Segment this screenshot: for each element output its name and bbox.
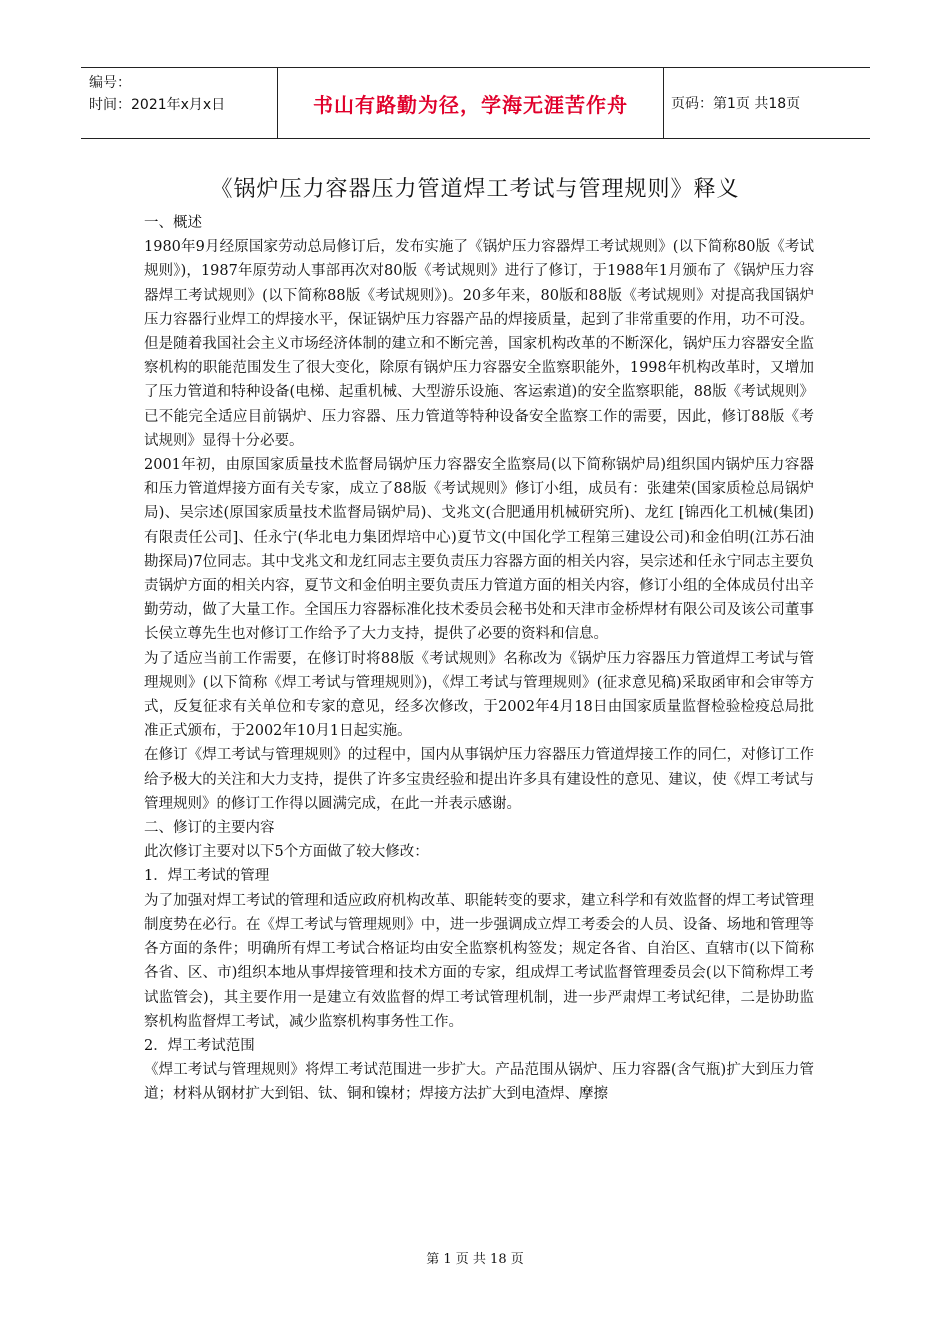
document-body	[144, 211, 814, 1107]
document-title: 《锅炉压力容器压力管道焊工考试与管理规则》释义	[210, 177, 740, 202]
header-motto: 书山有路勤为径，学海无涯苦作舟	[313, 92, 628, 117]
number-label: 编号：	[89, 75, 131, 91]
subsection-heading: 1．焊工考试的管理	[144, 868, 270, 885]
document-header	[81, 67, 870, 139]
header-page-number: 页码：第1页 共18页	[671, 96, 801, 112]
header-meta	[89, 72, 269, 116]
section-heading: 一、概述	[144, 215, 202, 231]
header-divider	[663, 68, 664, 138]
paragraph: 为了加强对焊工考试的管理和适应政府机构改革、职能转变的要求，建立科学和有效监督的焊工考试管理制度势在必行。在《焊工考试与管理规则》中，进一步强调成立焊工考委会的人员、设备、场地和管理等各方面的条件；明确所有焊工考试合格证均由安全监察机构签发；规定各省、自治区、直辖市(以下简称各省、区、市)组织本地从事焊接管理和技术方面的专家，组成焊工考试监督管理委员会(以下简称焊工考试监管会)，其主要作用一是建立有效监督的焊工考试管理机制，进一步严肃焊工考试纪律，二是协助监察机构监督焊工考试，减少监察机构事务性工作。	[144, 892, 814, 1030]
paragraph: 2001年初，由原国家质量技术监督局锅炉压力容器安全监察局(以下简称锅炉局)组织国内锅炉压力容器和压力管道焊接方面有关专家，成立了88版《考试规则》修订小组，成员有：张建荣(国家质检总局锅炉局)、吴宗述(原国家质量技术监督局锅炉局)、戈兆文(合肥通用机械研究所)、龙红 [锦西化工机械(集团)有限责任公司]、任永宁(华北电力集团焊培中心)夏节文(中国化学工程第三建设公司)和金伯明(江苏石油勘探局)7位同志。其中戈兆文和龙红同志主要负责压力容器方面的相关内容，吴宗述和任永宁同志主要负责锅炉方面的相关内容，夏节文和金伯明主要负责压力管道方面的相关内容，修订小组的全体成员付出辛勤劳动，做了大量工作。全国压力容器标准化技术委员会秘书处和天津市金桥焊材有限公司及该公司董事长侯立尊先生也对修订工作给予了大力支持，提供了必要的资料和信息。	[144, 457, 814, 643]
time-label: 时间：2021年x月x日	[89, 97, 226, 113]
page-footer: 第 1 页 共 18 页	[426, 1252, 524, 1267]
paragraph: 1980年9月经原国家劳动总局修订后，发布实施了《锅炉压力容器焊工考试规则》(以下简称80版《考试规则》)，1987年原劳动人事部再次对80版《考试规则》进行了修订，于1988年1月颁布了《锅炉压力容器焊工考试规则》(以下简称88版《考试规则》)。20多年来，80版和88版《考试规则》对提高我国锅炉压力容器行业焊工的焊接水平，保证锅炉压力容器产品的焊接质量，起到了非常重要的作用，功不可没。但是随着我国社会主义市场经济体制的建立和不断完善，国家机构改革的不断深化，锅炉压力容器安全监察机构的职能范围发生了很大变化，除原有锅炉压力容器安全监察职能外，1998年机构改革时，又增加了压力管道和特种设备(电梯、起重机械、大型游乐设施、客运索道)的安全监察职能，88版《考试规则》已不能完全适应目前锅炉、压力容器、压力管道等特种设备安全监察工作的需要，因此，修订88版《考试规则》显得十分必要。	[144, 239, 814, 449]
paragraph: 此次修订主要对以下5个方面做了较大修改：	[144, 844, 429, 861]
paragraph: 《焊工考试与管理规则》将焊工考试范围进一步扩大。产品范围从锅炉、压力容器(含气瓶)扩大到压力管道；材料从钢材扩大到铝、钛、铜和镍材；焊接方法扩大到电渣焊、摩擦	[144, 1062, 814, 1103]
section-heading: 二、修订的主要内容	[144, 820, 275, 837]
paragraph: 在修订《焊工考试与管理规则》的过程中，国内从事锅炉压力容器压力管道焊接工作的同仁，对修订工作给予极大的关注和大力支持，提供了许多宝贵经验和提出许多具有建设性的意见、建议，使《焊工考试与管理规则》的修订工作得以圆满完成，在此一并表示感谢。	[144, 747, 814, 812]
paragraph: 为了适应当前工作需要，在修订时将88版《考试规则》名称改为《锅炉压力容器压力管道焊工考试与管理规则》(以下简称《焊工考试与管理规则》)，《焊工考试与管理规则》(征求意见稿)采取函审和会审等方式，反复征求有关单位和专家的意见，经多次修改，于2002年4月18日由国家质量监督检验检疫总局批准正式颁布，于2002年10月1日起实施。	[144, 650, 814, 740]
subsection-heading: 2．焊工考试范围	[144, 1037, 255, 1054]
